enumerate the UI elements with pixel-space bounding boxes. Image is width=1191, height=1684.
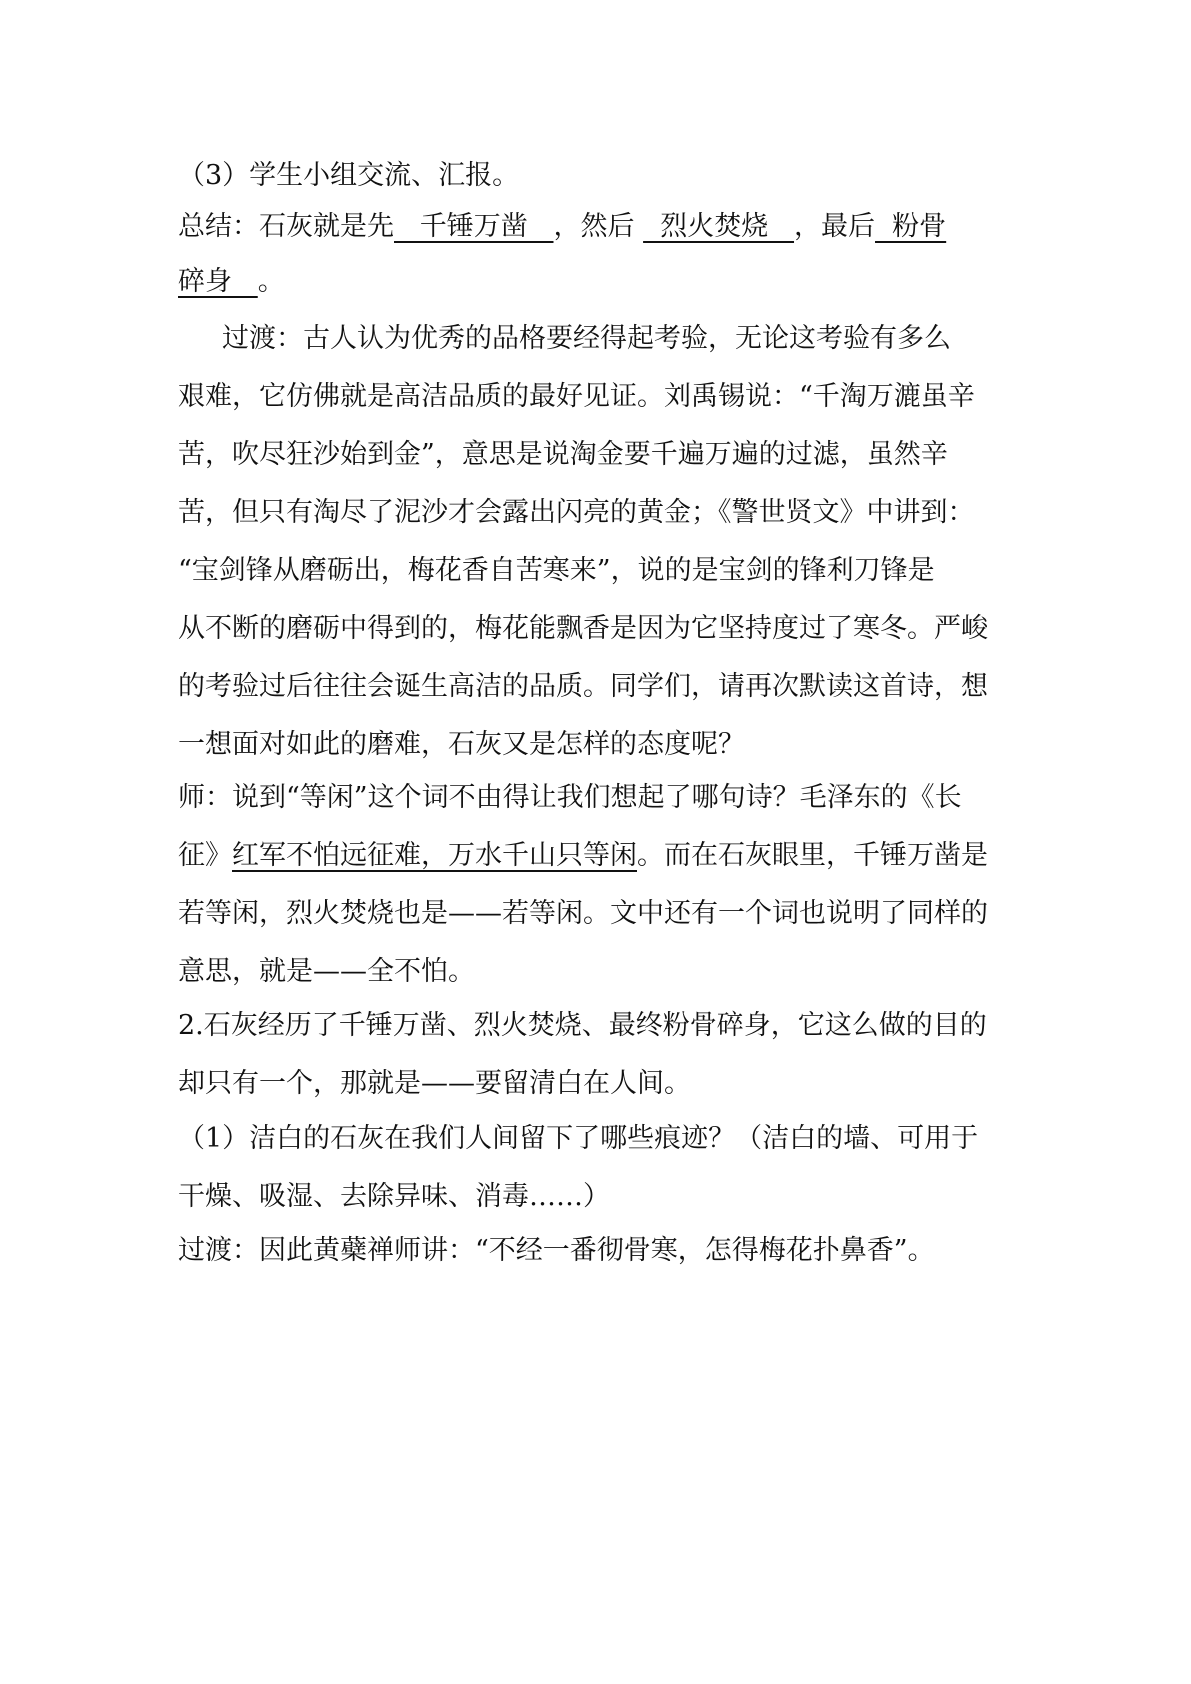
transition-line-7: 的考验过后往往会诞生高洁的品质。同学们，请再次默读这首诗，想 — [178, 671, 988, 702]
underlined-poem-quote: 红军不怕远征难，万水千山只等闲 — [232, 840, 637, 871]
summary-connector-1: ，然后 — [553, 211, 644, 242]
teacher-line-1: 师：说到“等闲”这个词不由得让我们想起了哪句诗？毛泽东的《长 — [178, 782, 962, 813]
blank-answer-2: 烈火焚烧 — [643, 211, 795, 242]
transition-line-4: 苦，但只有淘尽了泥沙才会露出闪亮的黄金；《警世贤文》中讲到： — [178, 497, 975, 528]
summary-end: 。 — [257, 266, 285, 297]
teacher-line-2-post: 。而在石灰眼里，千锤万凿是 — [637, 840, 988, 871]
transition-line-6: 从不断的磨砺中得到的，梅花能飘香是因为它坚持度过了寒冬。严峻 — [178, 613, 988, 644]
teacher-line-2-pre: 征》 — [178, 840, 232, 871]
transition-line-5: “宝剑锋从磨砺出，梅花香自苦寒来”，说的是宝剑的锋利刀锋是 — [178, 555, 935, 586]
summary-connector-2: ，最后 — [794, 211, 876, 242]
teacher-line-4: 意思，就是——全不怕。 — [178, 956, 475, 987]
transition-line-3: 苦，吹尽狂沙始到金”，意思是说淘金要千遍万遍的过滤，虽然辛 — [178, 439, 948, 470]
summary-line-1 — [178, 206, 1018, 248]
summary-line-2 — [178, 261, 1018, 303]
blank-answer-3-part-1: 粉骨 — [875, 211, 947, 242]
question-1-line-1: （1）洁白的石灰在我们人间留下了哪些痕迹？（洁白的墙、可用于 — [178, 1123, 979, 1154]
paragraph-step-3: （3）学生小组交流、汇报。 — [178, 160, 520, 191]
teacher-line-2 — [178, 835, 1018, 877]
point-2-line-2: 却只有一个，那就是——要留清白在人间。 — [178, 1068, 691, 1099]
blank-answer-3-part-2: 碎身 — [178, 266, 258, 297]
transition-2: 过渡：因此黄蘗禅师讲：“不经一番彻骨寒，怎得梅花扑鼻香”。 — [178, 1235, 935, 1266]
transition-line-2: 艰难，它仿佛就是高洁品质的最好见证。刘禹锡说：“千淘万漉虽辛 — [178, 381, 975, 412]
blank-answer-1: 千锤万凿 — [394, 211, 554, 242]
teacher-line-3: 若等闲，烈火焚烧也是——若等闲。文中还有一个词也说明了同样的 — [178, 898, 988, 929]
transition-line-1: 过渡：古人认为优秀的品格要经得起考验，无论这考验有多么 — [222, 323, 951, 354]
point-2-line-1: 2.石灰经历了千锤万凿、烈火焚烧、最终粉骨碎身，它这么做的目的 — [178, 1010, 987, 1041]
summary-label: 总结：石灰就是先 — [178, 211, 394, 242]
question-1-line-2: 干燥、吸湿、去除异味、消毒……） — [178, 1181, 610, 1212]
transition-line-8: 一想面对如此的磨难，石灰又是怎样的态度呢？ — [178, 729, 745, 760]
